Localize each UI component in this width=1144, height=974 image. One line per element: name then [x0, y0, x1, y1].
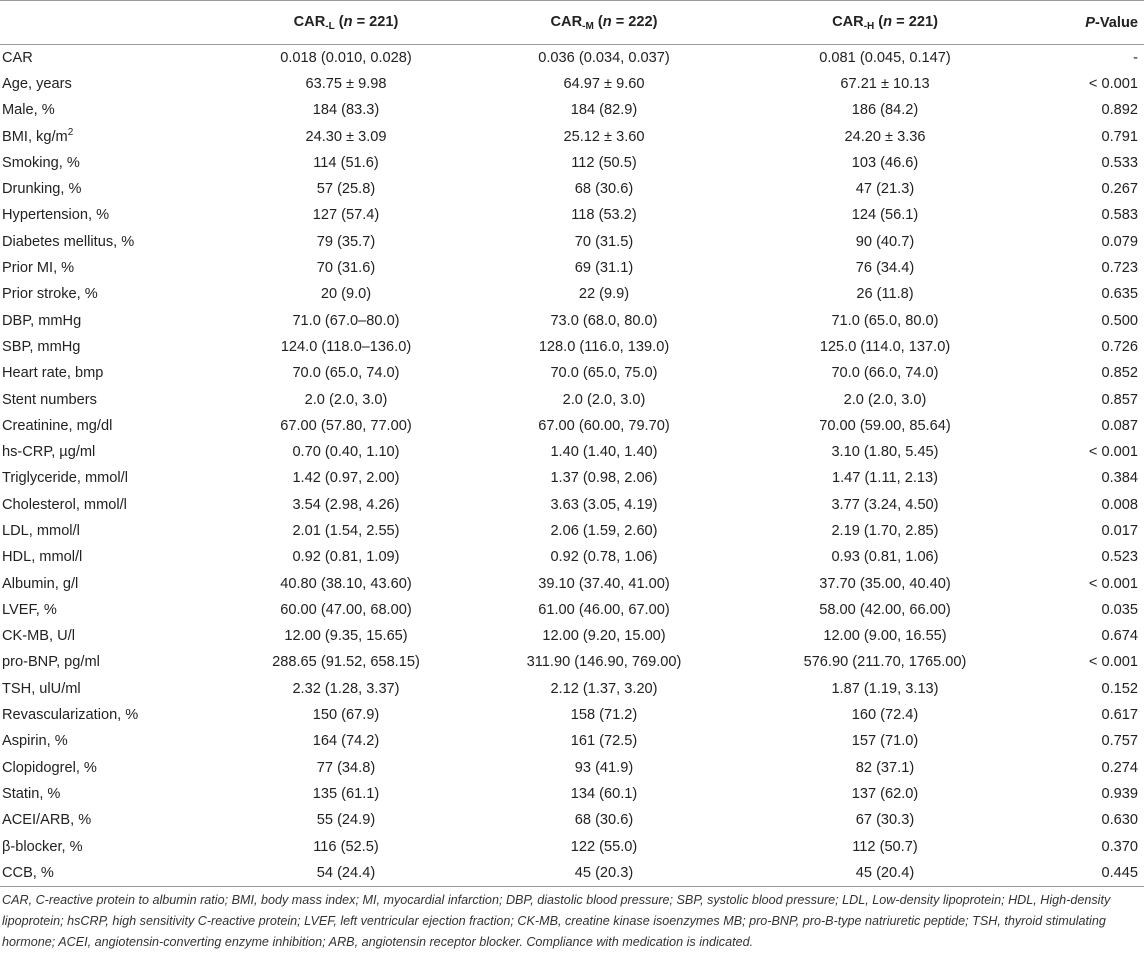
cell-car-high: 2.19 (1.70, 2.85) — [831, 522, 939, 539]
cell-car-low: 20 (9.0) — [320, 286, 372, 303]
cell-car-mid: 73.0 (68.0, 80.0) — [550, 312, 658, 329]
cell-car-low: 0.018 (0.010, 0.028) — [280, 49, 412, 66]
table-row — [0, 860, 1144, 886]
row-label-text: β-blocker, % — [2, 838, 83, 855]
row-label — [0, 71, 218, 97]
cell-pvalue: 0.583 — [1101, 207, 1138, 224]
table-row — [0, 623, 1144, 649]
row-label — [0, 307, 218, 333]
cell-car-high: 82 (37.1) — [855, 759, 915, 776]
cell-car-high: 2.0 (2.0, 3.0) — [843, 391, 927, 408]
table-row — [0, 150, 1144, 176]
cell-car-mid: 118 (53.2) — [571, 207, 637, 224]
cell-car-high: 137 (62.0) — [851, 785, 919, 802]
table-body — [0, 45, 1144, 887]
cell-pvalue: 0.087 — [1101, 417, 1138, 434]
cell-car-low: 114 (51.6) — [313, 154, 379, 171]
cell-pvalue: < 0.001 — [1088, 75, 1138, 92]
row-label — [0, 45, 218, 71]
cell-car-low: 2.32 (1.28, 3.37) — [292, 680, 400, 697]
header-row — [0, 1, 1144, 45]
table-row — [0, 570, 1144, 596]
cell-pvalue: 0.857 — [1101, 391, 1138, 408]
cell-car-low: 71.0 (67.0–80.0) — [292, 312, 400, 329]
cell-car-low: 63.75 ± 9.98 — [305, 75, 387, 92]
cell-car-high: 125.0 (114.0, 137.0) — [819, 338, 951, 355]
cell-car-high: 90 (40.7) — [855, 233, 915, 250]
row-label — [0, 413, 218, 439]
table-row — [0, 439, 1144, 465]
row-label — [0, 755, 218, 781]
row-label — [0, 255, 218, 281]
row-label-text: Hypertension, % — [2, 207, 110, 224]
cell-car-mid: 69 (31.1) — [574, 260, 634, 277]
row-label-text: SBP, mmHg — [2, 338, 81, 355]
cell-pvalue: 0.892 — [1101, 102, 1138, 119]
row-label-text: Prior stroke, % — [2, 286, 98, 303]
cell-pvalue: 0.635 — [1101, 286, 1138, 303]
cell-car-mid: 158 (71.2) — [570, 707, 638, 724]
row-label-superscript: 2 — [67, 126, 74, 138]
row-label-text: hs-CRP, µg/ml — [2, 444, 96, 461]
table-row — [0, 334, 1144, 360]
cell-car-mid: 134 (60.1) — [570, 785, 638, 802]
row-label-text: Drunking, % — [2, 181, 82, 198]
cell-pvalue: 0.035 — [1101, 601, 1138, 618]
cell-pvalue: 0.757 — [1101, 733, 1138, 750]
cell-car-low: 2.01 (1.54, 2.55) — [292, 522, 400, 539]
table-row — [0, 229, 1144, 255]
cell-car-low: 12.00 (9.35, 15.65) — [284, 628, 408, 645]
table-row — [0, 465, 1144, 491]
row-label-text: Revascularization, % — [2, 707, 139, 724]
cell-pvalue: 0.523 — [1101, 549, 1138, 566]
row-label — [0, 676, 218, 702]
cell-pvalue: 0.617 — [1101, 707, 1138, 724]
cell-pvalue: < 0.001 — [1088, 654, 1138, 671]
row-label — [0, 281, 218, 307]
cell-pvalue: 0.008 — [1101, 496, 1138, 513]
row-label-text: pro-BNP, pg/ml — [2, 654, 100, 671]
cell-car-high: 157 (71.0) — [851, 733, 919, 750]
cell-car-high: 124 (56.1) — [851, 207, 919, 224]
row-label — [0, 807, 218, 833]
cell-car-mid: 64.97 ± 9.60 — [563, 75, 645, 92]
table-row — [0, 255, 1144, 281]
table-header — [0, 1, 1144, 45]
row-label — [0, 176, 218, 202]
header-car-high: $CAR_{-H}$ (n = 221) — [832, 13, 938, 32]
cell-car-mid: 68 (30.6) — [574, 181, 634, 198]
table-row — [0, 360, 1144, 386]
cell-car-mid: 3.63 (3.05, 4.19) — [550, 496, 658, 513]
table-row — [0, 97, 1144, 123]
cell-car-mid: 67.00 (60.00, 79.70) — [538, 417, 670, 434]
cell-pvalue: 0.500 — [1101, 312, 1138, 329]
cell-car-mid: 12.00 (9.20, 15.00) — [542, 628, 666, 645]
row-label — [0, 150, 218, 176]
cell-pvalue: 0.791 — [1101, 128, 1138, 145]
row-label-text: Cholesterol, mmol/l — [2, 496, 127, 513]
cell-car-mid: 1.40 (1.40, 1.40) — [550, 444, 658, 461]
cell-car-high: 58.00 (42.00, 66.00) — [819, 601, 951, 618]
table-row — [0, 755, 1144, 781]
cell-pvalue: < 0.001 — [1088, 575, 1138, 592]
row-label — [0, 202, 218, 228]
row-label-text: Diabetes mellitus, % — [2, 233, 135, 250]
cell-car-high: 37.70 (35.00, 40.40) — [819, 575, 951, 592]
row-label-text: HDL, mmol/l — [2, 549, 83, 566]
table-footnote: CAR, C-reactive protein to albumin ratio; BMI, body mass index; MI, myocardial infarction; DBP, diastolic blood pressure; SBP, systolic blood pressure; LDL, Low-density lipoprotein; HDL, High-density lipoprotein; hsCRP, high sensitivity C-reactive protein; LVEF, left ventricular ejection fraction; CK-MB, creatine kinase isoenzymes MB; pro-BNP, pro-B-type natriuretic peptide; TSH, thyroid stimulating hormone; ACEI, angiotensin-converting enzyme inhibition; ARB, angiotensin receptor blocker. Compliance with medication is indicated. — [2, 893, 1111, 949]
cell-car-mid: 93 (41.9) — [574, 759, 634, 776]
cell-car-high: 47 (21.3) — [855, 181, 915, 198]
table-row — [0, 71, 1144, 97]
row-label — [0, 97, 218, 123]
cell-car-mid: 25.12 ± 3.60 — [563, 128, 645, 145]
row-label-text: CK-MB, U/l — [2, 628, 75, 645]
cell-car-mid: 1.37 (0.98, 2.06) — [550, 470, 658, 487]
header-car-mid: $CAR_{-M}$ (n = 222) — [550, 13, 658, 32]
row-label-text: Aspirin, % — [2, 733, 68, 750]
cell-car-low: 0.70 (0.40, 1.10) — [292, 444, 400, 461]
row-label — [0, 728, 218, 754]
cell-pvalue: 0.533 — [1101, 154, 1138, 171]
cell-pvalue: 0.674 — [1101, 628, 1138, 645]
cell-car-low: 184 (83.3) — [312, 102, 380, 119]
cell-car-low: 24.30 ± 3.09 — [305, 128, 387, 145]
cell-car-high: 70.0 (66.0, 74.0) — [831, 365, 939, 382]
cell-car-high: 67 (30.3) — [855, 812, 915, 829]
header-variable — [0, 1, 218, 45]
cell-car-mid: 68 (30.6) — [574, 812, 634, 829]
cell-car-mid: 0.036 (0.034, 0.037) — [538, 49, 670, 66]
row-label-text: Smoking, % — [2, 154, 80, 171]
row-label-text: ACEI/ARB, % — [2, 812, 92, 829]
cell-pvalue: 0.079 — [1101, 233, 1138, 250]
cell-car-low: 54 (24.4) — [316, 864, 376, 881]
row-label-text: TSH, ulU/ml — [2, 680, 81, 697]
cell-car-high: 26 (11.8) — [856, 286, 914, 303]
cell-car-high: 112 (50.7) — [852, 838, 918, 855]
table-row — [0, 386, 1144, 412]
row-label-text: CCB, % — [2, 864, 54, 881]
cell-car-mid: 70.0 (65.0, 75.0) — [550, 365, 658, 382]
row-label-text: LDL, mmol/l — [2, 522, 80, 539]
row-label — [0, 702, 218, 728]
cell-car-low: 55 (24.9) — [316, 812, 376, 829]
cell-car-low: 288.65 (91.52, 658.15) — [272, 654, 420, 671]
cell-car-high: 67.21 ± 10.13 — [840, 75, 930, 92]
header-pvalue: P-Value — [1085, 14, 1138, 31]
row-label — [0, 781, 218, 807]
row-label-text: Stent numbers — [2, 391, 97, 408]
table-row — [0, 544, 1144, 570]
table-row — [0, 649, 1144, 675]
row-label-text: LVEF, % — [2, 601, 57, 618]
table-row — [0, 45, 1144, 71]
cell-car-low: 67.00 (57.80, 77.00) — [280, 417, 412, 434]
row-label — [0, 518, 218, 544]
cell-car-low: 0.92 (0.81, 1.09) — [292, 549, 400, 566]
cell-pvalue: < 0.001 — [1088, 444, 1138, 461]
cell-car-low: 164 (74.2) — [312, 733, 380, 750]
cell-car-mid: 39.10 (37.40, 41.00) — [538, 575, 670, 592]
cell-car-low: 135 (61.1) — [312, 785, 380, 802]
cell-car-low: 124.0 (118.0–136.0) — [280, 338, 412, 355]
cell-car-high: 12.00 (9.00, 16.55) — [823, 628, 947, 645]
row-label-text: Clopidogrel, % — [2, 759, 97, 776]
row-label — [0, 860, 218, 886]
cell-car-high: 1.87 (1.19, 3.13) — [831, 680, 939, 697]
cell-car-high: 70.00 (59.00, 85.64) — [819, 417, 951, 434]
cell-car-low: 127 (57.4) — [312, 207, 380, 224]
row-label — [0, 649, 218, 675]
table-row — [0, 518, 1144, 544]
cell-car-mid: 2.06 (1.59, 2.60) — [550, 522, 658, 539]
cell-car-high: 186 (84.2) — [851, 102, 919, 119]
table-row — [0, 176, 1144, 202]
table-row — [0, 281, 1144, 307]
cell-car-low: 1.42 (0.97, 2.00) — [292, 470, 400, 487]
cell-car-high: 3.77 (3.24, 4.50) — [831, 496, 939, 513]
cell-car-high: 71.0 (65.0, 80.0) — [831, 312, 939, 329]
row-label — [0, 623, 218, 649]
row-label — [0, 360, 218, 386]
row-label — [0, 229, 218, 255]
cell-pvalue: 0.939 — [1101, 785, 1138, 802]
cell-car-mid: 122 (55.0) — [570, 838, 638, 855]
cell-car-low: 70 (31.6) — [316, 260, 376, 277]
cell-pvalue: 0.852 — [1101, 365, 1138, 382]
cell-car-high: 76 (34.4) — [855, 260, 915, 277]
cell-pvalue: 0.370 — [1101, 838, 1138, 855]
cell-car-low: 116 (52.5) — [313, 838, 379, 855]
cell-car-low: 70.0 (65.0, 74.0) — [292, 365, 400, 382]
cell-car-high: 1.47 (1.11, 2.13) — [831, 470, 938, 487]
cell-car-mid: 0.92 (0.78, 1.06) — [550, 549, 658, 566]
row-label-text: Triglyceride, mmol/l — [2, 470, 128, 487]
cell-car-mid: 128.0 (116.0, 139.0) — [538, 338, 670, 355]
cell-car-high: 3.10 (1.80, 5.45) — [831, 444, 939, 461]
table-row — [0, 492, 1144, 518]
row-label-text: Prior MI, % — [2, 260, 75, 277]
cell-car-high: 576.90 (211.70, 1765.00) — [803, 654, 967, 671]
row-label-text: Statin, % — [2, 785, 61, 802]
cell-car-high: 103 (46.6) — [851, 154, 919, 171]
cell-car-mid: 22 (9.9) — [578, 286, 630, 303]
cell-car-low: 40.80 (38.10, 43.60) — [280, 575, 412, 592]
table-row — [0, 781, 1144, 807]
cell-car-mid: 2.12 (1.37, 3.20) — [550, 680, 658, 697]
table-row — [0, 123, 1144, 149]
row-label — [0, 334, 218, 360]
table-row — [0, 413, 1144, 439]
cell-car-mid: 112 (50.5) — [571, 154, 637, 171]
row-label-text: CAR — [2, 49, 33, 66]
cell-pvalue: 0.274 — [1101, 759, 1138, 776]
cell-car-low: 79 (35.7) — [316, 233, 376, 250]
row-label — [0, 492, 218, 518]
cell-pvalue: 0.152 — [1101, 680, 1138, 697]
table-row — [0, 807, 1144, 833]
cell-car-mid: 161 (72.5) — [570, 733, 638, 750]
row-label-text: Age, years — [2, 75, 72, 92]
cell-car-low: 77 (34.8) — [316, 759, 376, 776]
cell-pvalue: 0.384 — [1101, 470, 1138, 487]
cell-pvalue: 0.723 — [1101, 260, 1138, 277]
cell-pvalue: 0.445 — [1101, 864, 1138, 881]
table-row — [0, 307, 1144, 333]
cell-car-high: 0.081 (0.045, 0.147) — [819, 49, 951, 66]
row-label-text: Albumin, g/l — [2, 575, 79, 592]
table-row — [0, 597, 1144, 623]
row-label-text: Male, % — [2, 102, 55, 119]
cell-car-mid: 70 (31.5) — [574, 233, 634, 250]
row-label — [0, 544, 218, 570]
row-label — [0, 123, 218, 149]
row-label-text: DBP, mmHg — [2, 312, 82, 329]
table-row — [0, 702, 1144, 728]
cell-car-mid: 311.90 (146.90, 769.00) — [526, 654, 682, 671]
row-label — [0, 597, 218, 623]
cell-pvalue: - — [1133, 49, 1138, 66]
row-label — [0, 833, 218, 859]
cell-car-high: 160 (72.4) — [851, 707, 919, 724]
table-row — [0, 202, 1144, 228]
row-label-text: Creatinine, mg/dl — [2, 417, 113, 434]
cell-car-mid: 2.0 (2.0, 3.0) — [562, 391, 646, 408]
row-label — [0, 439, 218, 465]
table-row — [0, 676, 1144, 702]
table-row — [0, 728, 1144, 754]
cell-car-low: 2.0 (2.0, 3.0) — [304, 391, 388, 408]
cell-pvalue: 0.726 — [1101, 338, 1138, 355]
cell-car-low: 3.54 (2.98, 4.26) — [292, 496, 400, 513]
cell-car-mid: 184 (82.9) — [570, 102, 638, 119]
cell-pvalue: 0.630 — [1101, 812, 1138, 829]
row-label — [0, 570, 218, 596]
row-label — [0, 465, 218, 491]
table-row — [0, 833, 1144, 859]
cell-car-mid: 45 (20.3) — [574, 864, 634, 881]
cell-car-low: 60.00 (47.00, 68.00) — [280, 601, 412, 618]
row-label-text: BMI, kg/m — [2, 128, 68, 145]
cell-car-high: 24.20 ± 3.36 — [844, 128, 926, 145]
header-car-low: $CAR_{-L}$ (n = 221) — [293, 13, 399, 32]
cell-car-low: 150 (67.9) — [312, 707, 380, 724]
cell-car-high: 45 (20.4) — [855, 864, 915, 881]
cell-pvalue: 0.267 — [1101, 181, 1138, 198]
row-label — [0, 386, 218, 412]
cell-car-low: 57 (25.8) — [316, 181, 376, 198]
cell-car-mid: 61.00 (46.00, 67.00) — [538, 601, 670, 618]
cell-pvalue: 0.017 — [1101, 522, 1138, 539]
row-label-text: Heart rate, bmp — [2, 365, 104, 382]
cell-car-high: 0.93 (0.81, 1.06) — [831, 549, 939, 566]
